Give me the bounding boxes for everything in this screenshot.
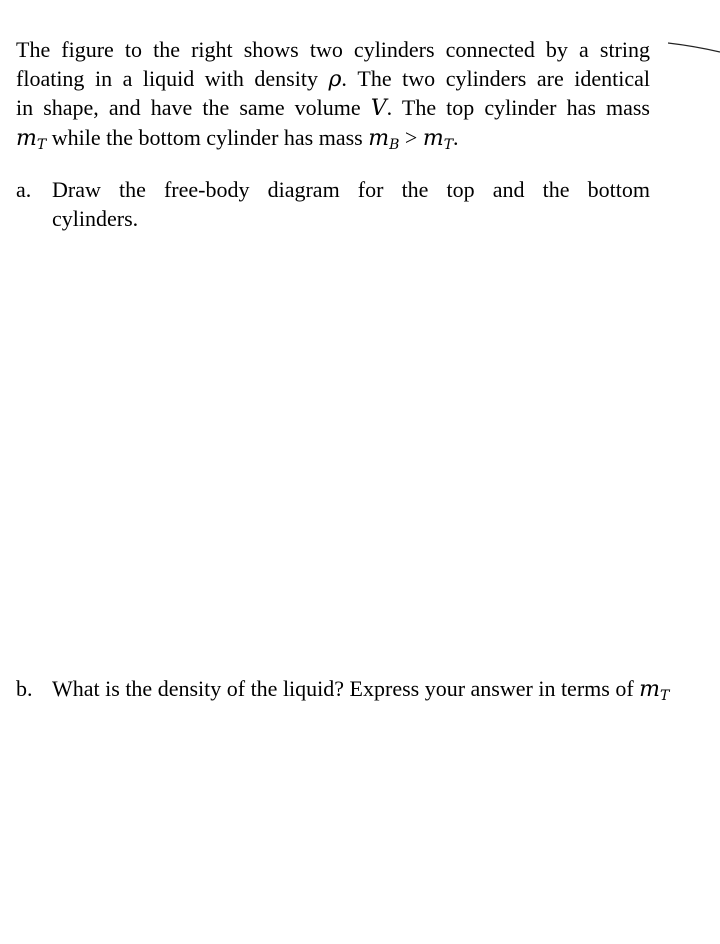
problem-line-1: The figure to the right shows two cylinders connected by a string [16, 37, 650, 62]
part-b-text: What is the density of the liquid? Express your answer in terms of [52, 676, 640, 701]
text-span: . The top cylinder has mass [386, 95, 650, 120]
mass-top-symbol [16, 126, 46, 151]
text-span: . The two cylinders are identical [341, 65, 650, 91]
part-b [16, 675, 720, 705]
greater-than-sign: > [399, 124, 423, 150]
mass-bottom-symbol [368, 126, 399, 151]
problem-line-4 [16, 124, 650, 154]
part-a-question [52, 176, 650, 233]
mass-top-symbol [423, 126, 453, 151]
figure-edge-stroke [668, 43, 720, 52]
part-a [16, 176, 650, 233]
figure-string-line [668, 36, 720, 56]
mass-top-symbol [639, 677, 669, 702]
period: . [453, 124, 459, 150]
part-a-line-1: Draw the free-body diagram for the top and the bottom [52, 177, 650, 202]
density-symbol: ρ [328, 66, 342, 92]
mass-subscript: T [660, 688, 670, 704]
part-b-question [52, 675, 720, 705]
problem-statement [16, 36, 650, 153]
mass-subscript: T [443, 136, 454, 153]
text-span: while the bottom cylinder has mass [46, 124, 369, 150]
part-a-marker: a. [16, 177, 32, 202]
text-span: floating in a liquid with density [16, 65, 329, 91]
mass-base: m [16, 125, 37, 151]
volume-symbol: V [370, 96, 387, 121]
mass-base: m [368, 125, 390, 151]
mass-base: m [639, 677, 661, 702]
problem-line-2 [16, 65, 650, 95]
mass-base: m [422, 125, 444, 151]
problem-line-3 [16, 94, 650, 124]
part-a-line-2: cylinders. [52, 205, 139, 231]
mass-subscript: T [36, 136, 47, 153]
text-span: in shape, and have the same volume [16, 95, 371, 120]
mass-subscript: B [389, 136, 400, 153]
part-b-marker: b. [16, 676, 33, 701]
